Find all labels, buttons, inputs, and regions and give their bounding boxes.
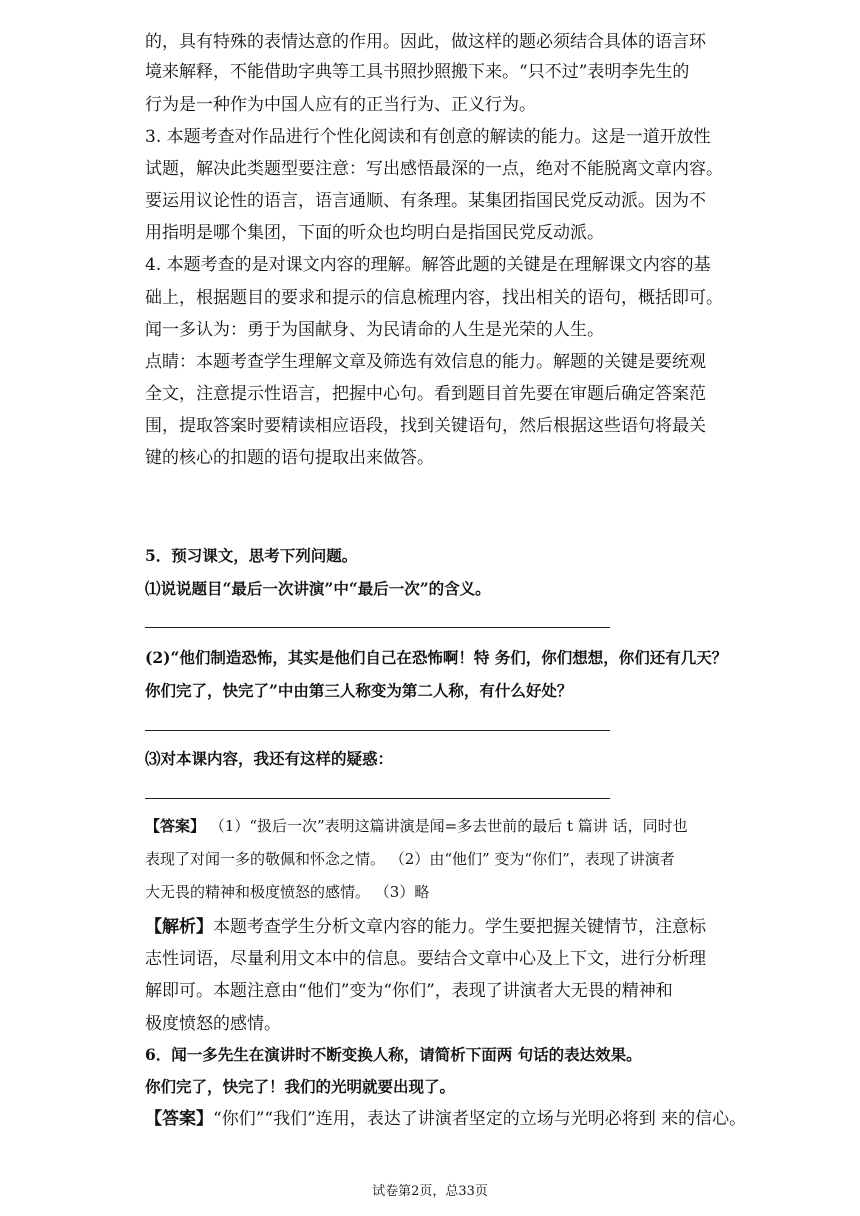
question-5-sub3: ⑶对本课内容，我还有这样的疑惑： <box>145 749 394 768</box>
answer-5-line3: 大无畏的精神和极度愤怒的感情。 （3）略 <box>145 883 430 901</box>
question-6-quote: 你们完了，快完了！我们的光明就要出现了。 <box>145 1077 456 1096</box>
page-footer: 试卷第2页，总33页 <box>372 1184 488 1199</box>
question-6-title: 6．闻一多先生在演讲时不断变换人称，请简析下面两 句话的表达效果。 <box>145 1045 642 1064</box>
answer-tag: 【答案】 <box>145 817 206 835</box>
text-line: 行为是一种作为中国人应有的正当行为、正义行为。 <box>145 95 536 115</box>
answer-5-line2: 表现了对闻一多的敬佩和怀念之情。 （2）由“他们” 变为“你们”，表现了讲演者 <box>145 850 675 868</box>
text-line: 点睛：本题考查学生理解文章及筛选有效信息的能力。解题的关键是要统观 <box>145 352 706 372</box>
text-line: 4. 本题考查的是对课文内容的理解。解答此题的关键是在理解课文内容的基 <box>145 255 711 275</box>
analysis-5-line4: 极度愤怒的感情。 <box>145 1014 281 1034</box>
text-line: 用指明是哪个集团，下面的听众也均明白是指国民党反动派。 <box>145 223 604 243</box>
text-line: 3. 本题考查对作品进行个性化阅读和有创意的解读的能力。这是一道开放性 <box>145 127 711 147</box>
analysis-5-line3: 解即可。本题注意由“他们”变为“你们”，表现了讲演者大无畏的精神和 <box>145 981 673 1001</box>
text-line: 境来解释，不能借助字典等工具书照抄照搬下来。“只不过”表明李先生的 <box>145 62 690 82</box>
question-5-sub2b: 你们完了，快完了”中由第三人称变为第二人称，有什么好处？ <box>145 681 573 700</box>
answer-text: “你们”“我们”连用，表达了讲演者坚定的立场与光明必将到 来的信心。 <box>213 1109 747 1129</box>
answer-line <box>145 627 610 628</box>
answer-line <box>145 730 610 731</box>
question-5-sub1: ⑴说说题目“最后一次讲演”中“最后一次”的含义。 <box>145 579 491 598</box>
analysis-text: 本题考查学生分析文章内容的能力。学生要把握关键情节，注意标 <box>213 917 706 937</box>
text-line: 础上，根据题目的要求和提示的信息梳理内容，找出相关的语句，概括即可。 <box>145 288 723 308</box>
answer-tag: 【答案】 <box>145 1109 213 1129</box>
text-line: 键的核心的扣题的语句提取出来做答。 <box>145 448 434 468</box>
question-5-title: 5．预习课文，思考下列问题。 <box>145 546 358 565</box>
analysis-tag: 【解析】 <box>145 917 213 937</box>
text-line: 全文，注意提示性语言，把握中心句。看到题目首先要在审题后确定答案范 <box>145 384 706 404</box>
text-line: 试题，解决此类题型要注意：写出感悟最深的一点，绝对不能脱离文章内容。 <box>145 159 723 179</box>
question-5-sub2a: (2)“他们制造恐怖，其实是他们自己在恐怖啊！特 务们，你们想想，你们还有几天？ <box>145 648 728 667</box>
text-line: 闻一多认为：勇于为国献身、为民请命的人生是光荣的人生。 <box>145 320 604 340</box>
answer-6-line <box>145 1103 747 1135</box>
analysis-5-line1 <box>145 911 725 943</box>
answer-line <box>145 798 610 799</box>
answer-text: （1）“扱后一次”表明这篇讲演是闻=多去世前的最后 t 篇讲 话，同时也 <box>205 817 688 835</box>
text-line: 要运用议论性的语言，语言通顺、有条理。某集团指国民党反动派。因为不 <box>145 191 706 211</box>
text-line: 的，具有特殊的表情达意的作用。因此，做这样的题必须结合具体的语言环 <box>145 32 706 52</box>
answer-5-line1 <box>145 810 725 842</box>
analysis-5-line2: 志性词语，尽量利用文本中的信息。要结合文章中心及上下文，进行分析理 <box>145 949 706 969</box>
text-line: 围，提取答案时要精读相应语段，找到关键语句，然后根据这些语句将最关 <box>145 416 706 436</box>
